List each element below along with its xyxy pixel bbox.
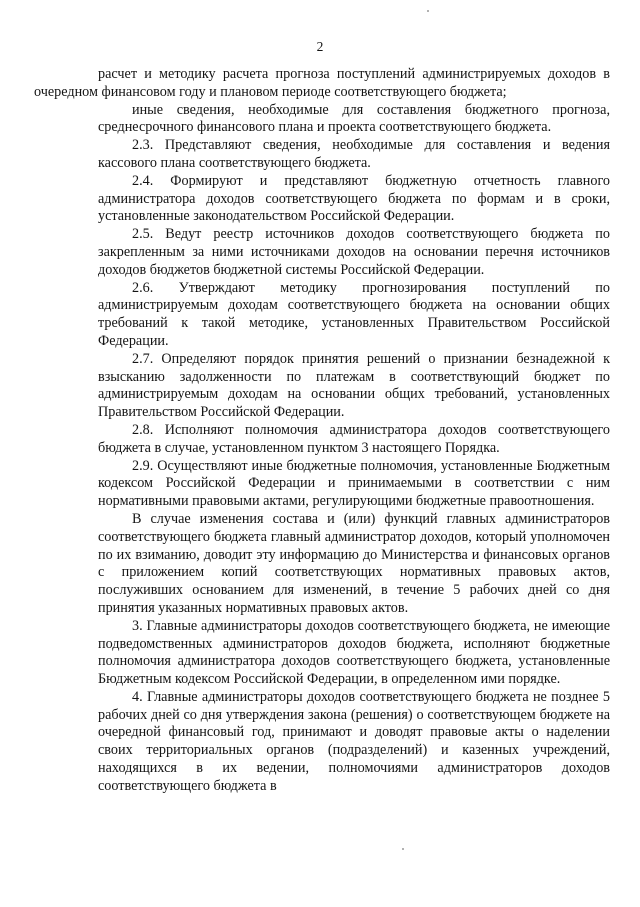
paragraph-other-information: иные сведения, необходимые для составления бюджетного прогноза, среднесрочного финансового плана и проекта соответствующего бюджета. [98,101,610,136]
paragraph-revenue-forecast-method: расчет и методику расчета прогноза поступлений администрируемых доходов в очередном финансовом году и плановом периоде соответствующего бюджета; [34,66,610,100]
scan-speck [427,10,429,12]
paragraph-2-6: 2.6. Утверждают методику прогнозирования поступлений по администрируемым доходам соответствующего бюджета на основании общих требований к такой методике, установленных Правительством Российской Федерации. [98,279,610,349]
scan-speck [402,848,404,850]
document-body [34,66,610,796]
page-number: 2 [316,39,324,54]
paragraph-change-notice: В случае изменения состава и (или) функций главных администраторов соответствующего бюджета главный администратор доходов, который уполномочен по их взиманию, доводит эту информацию до Министерства и финансовых органов с приложением копий соответствующих нормативных правовых актов, послуживших основанием для изменений, в течение 5 рабочих дней со дня принятия указанных нормативных правовых актов. [98,510,610,616]
paragraph-3: 3. Главные администраторы доходов соответствующего бюджета, не имеющие подведомственных администраторов доходов бюджета, исполняют бюджетные полномочия администратора доходов соответствующего бюджета, установленные Бюджетным кодексом Российской Федерации, в определенном ими порядке. [98,617,610,688]
paragraph-2-3: 2.3. Представляют сведения, необходимые для составления и ведения кассового плана соответствующего бюджета. [98,137,610,171]
paragraph-4: 4. Главные администраторы доходов соответствующего бюджета не позднее 5 рабочих дней со дня утверждения закона (решения) о соответствующем бюджете на очередной финансовый год, принимают и доводят правовые акты о наделении своих территориальных органов (подразделений) и казенных учреждений, находящихся в их ведении, полномочиями администраторов доходов соответствующего бюджета в [98,688,610,794]
paragraph-2-8: 2.8. Исполняют полномочия администратора доходов соответствующего бюджета в случае, установленном пунктом 3 настоящего Порядка. [98,421,610,456]
paragraph-2-9: 2.9. Осуществляют иные бюджетные полномочия, установленные Бюджетным кодексом Российской Федерации и принимаемыми в соответствии с ним нормативными правовыми актами, регулирующими бюджетные правоотношения. [98,457,610,510]
paragraph-2-5: 2.5. Ведут реестр источников доходов соответствующего бюджета по закрепленным за ними источниками доходов на основании перечня источников доходов бюджетов бюджетной системы Российской Федерации. [98,226,610,278]
paragraph-2-4: 2.4. Формируют и представляют бюджетную отчетность главного администратора доходов соответствующего бюджета по формам и в сроки, установленные законодательством Российской Федерации. [98,172,610,225]
paragraph-2-7: 2.7. Определяют порядок принятия решений о признании безнадежной к взысканию задолженности по платежам в соответствующий бюджет по администрируемым доходам на основании общих требований, установленных Правительством Российской Федерации. [98,350,610,421]
